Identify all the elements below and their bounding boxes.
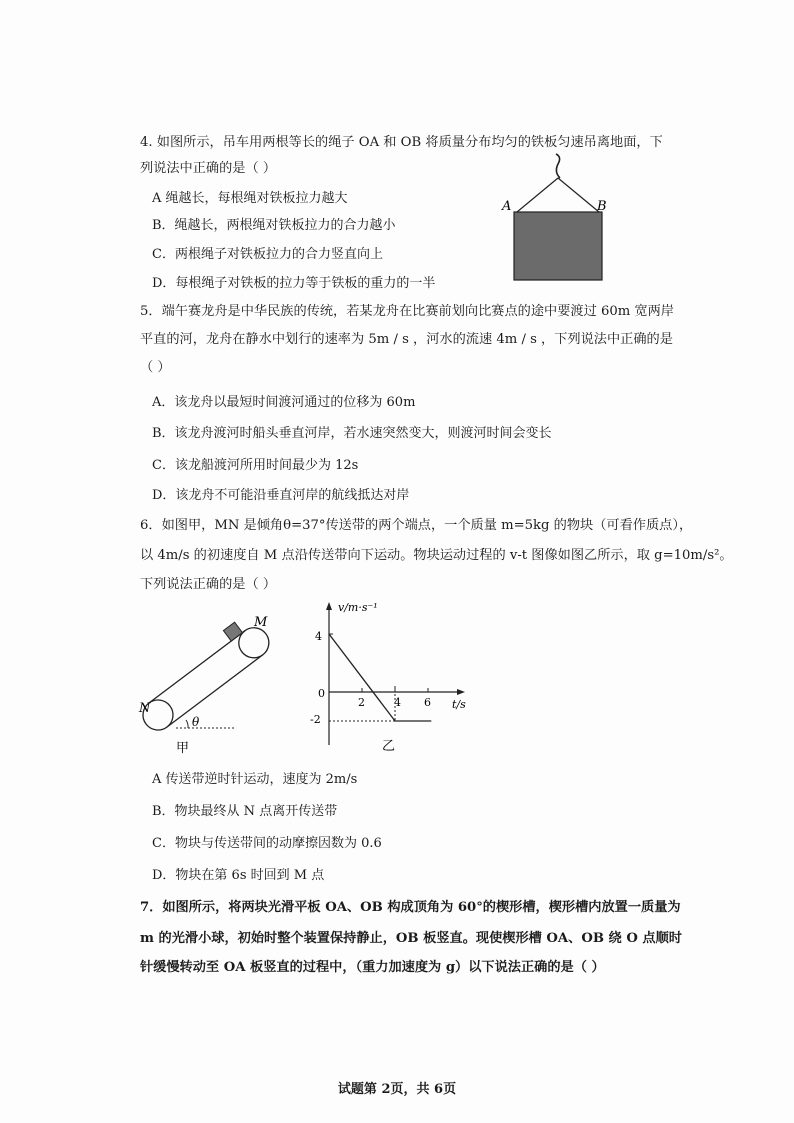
q6-stem-line1: 6．如图甲，MN 是倾角θ=37°传送带的两个端点，一个质量 m=5kg 的物块（可看作质点）， (140, 518, 693, 533)
q5-option-c: C．该龙船渡河所用时间最少为 12s (152, 458, 359, 473)
iron-plate (514, 212, 602, 280)
tick-label-t2: 2 (358, 696, 365, 709)
q5-stem-line1: 5．端午赛龙舟是中华民族的传统，若某龙舟在比赛前划向比赛点的途中要渡过 60m 宽两岸 (140, 304, 674, 319)
q6-option-c: C．物块与传送带间的动摩擦因数为 0.6 (152, 836, 382, 851)
q4-stem-line2: 列说法中正确的是（ ） (140, 161, 277, 176)
q5-option-d: D．该龙舟不可能沿垂直河岸的航线抵达对岸 (152, 488, 410, 503)
q4-option-b: B．绳越长，两根绳对铁板拉力的合力越小 (152, 218, 396, 233)
vt-curve (329, 634, 431, 721)
caption-yi: 乙 (382, 739, 396, 754)
t-axis-label: t/s (452, 698, 466, 711)
v-axis-arrow (326, 602, 332, 610)
label-m: M (254, 615, 268, 630)
q6-figure-vt-graph (300, 597, 490, 755)
tick-label-origin: 0 (318, 687, 325, 700)
tick-label-v4: 4 (315, 630, 322, 643)
caption-jia: 甲 (176, 741, 190, 756)
rope-ob (558, 178, 599, 212)
q4-stem-line1: 4. 如图所示，吊车用两根等长的绳子 OA 和 OB 将质量分布均匀的铁板匀速吊离地面，下 (140, 135, 663, 150)
angle-arc (186, 720, 188, 728)
rope-oa (517, 178, 558, 212)
q7-stem-line2: m 的光滑小球，初始时整个装置保持静止，OB 板竖直。现使楔形槽 OA、OB 绕 O 点顺时 (140, 931, 682, 946)
label-n: N (139, 701, 151, 716)
q6-option-b: B．物块最终从 N 点离开传送带 (152, 804, 338, 819)
q7-stem-line3: 针缓慢转动至 OA 板竖直的过程中，（重力加速度为 g）以下说法正确的是（ ） (140, 960, 605, 975)
page-footer: 试题第 2页，共 6页 (337, 1082, 457, 1097)
crane-hook-icon (556, 154, 560, 178)
label-b: B (597, 199, 607, 214)
tick-label-t4: 4 (394, 696, 401, 709)
q6-option-d: D．物块在第 6s 时回到 M 点 (152, 868, 325, 883)
q5-stem-line2: 平直的河，龙舟在静水中划行的速率为 5m / s ，河水的流速 4m / s ，下列说法中正确的是 (140, 332, 673, 347)
v-axis-label: v/m·s⁻¹ (338, 601, 378, 614)
q4-option-c: C．两根绳子对铁板拉力的合力竖直向上 (152, 247, 383, 262)
q6-figure-conveyor (136, 608, 286, 760)
tick-label-v-neg2: -2 (310, 713, 321, 726)
q5-stem-line3: （ ） (140, 360, 171, 375)
q4-option-a: A 绳越长，每根绳对铁板拉力越大 (152, 191, 348, 206)
q7-stem-line1: 7．如图所示，将两块光滑平板 OA、OB 构成顶角为 60°的楔形槽，楔形槽内放置一质量为 (140, 900, 681, 915)
belt-bottom (167, 655, 263, 727)
t-axis-arrow (457, 689, 465, 695)
q5-option-b: B．该龙舟渡河时船头垂直河岸，若水速突然变大，则渡河时间会变长 (152, 426, 552, 441)
q5-option-a: A．该龙舟以最短时间渡河通过的位移为 60m (152, 395, 416, 410)
q4-option-d: D．每根绳子对铁板的拉力等于铁板的重力的一半 (152, 276, 436, 291)
q6-option-a: A 传送带逆时针运动，速度为 2m/s (152, 772, 358, 787)
q4-figure-iron-plate (498, 148, 618, 288)
label-theta: θ (192, 715, 200, 729)
tick-label-t6: 6 (424, 696, 431, 709)
q6-stem-line2: 以 4m/s 的初速度自 M 点沿传送带向下运动。物块运动过程的 v-t 图像如图乙所示，取 g=10m/s²。 (140, 548, 733, 563)
label-a: A (502, 199, 512, 214)
q6-stem-line3: 下列说法正确的是（ ） (140, 577, 277, 592)
belt-top (149, 631, 245, 703)
